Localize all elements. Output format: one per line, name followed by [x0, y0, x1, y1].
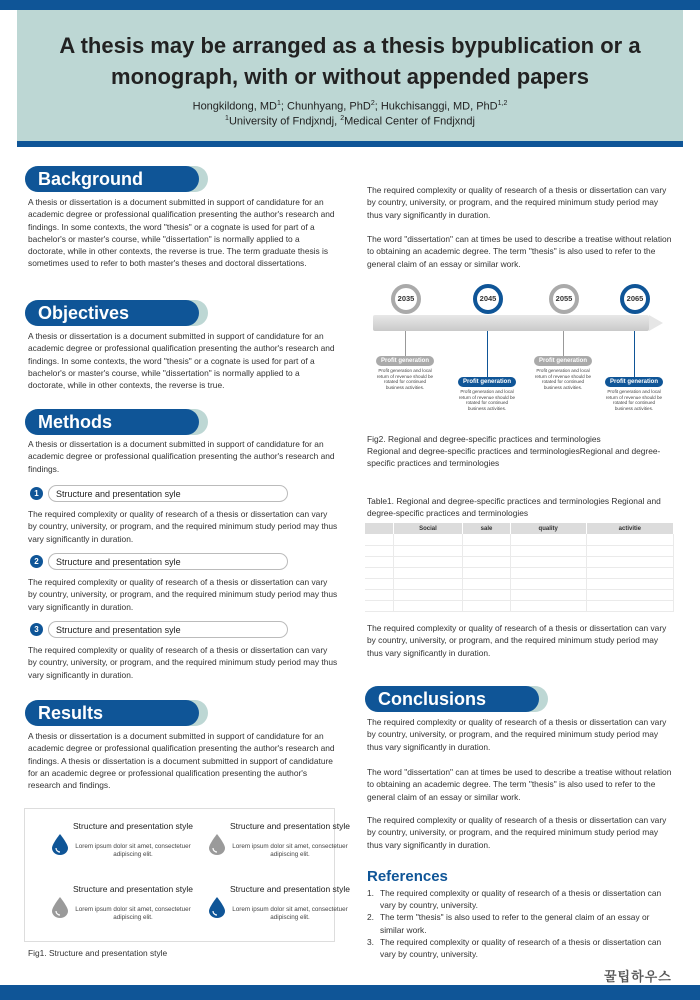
water-drop-icon — [51, 833, 69, 855]
number-badge: 3 — [30, 623, 43, 636]
author-name: Hukchisanggi, MD, PhD — [380, 100, 498, 113]
connector-line — [487, 331, 488, 377]
timeline-label: Profit generation — [458, 377, 516, 387]
table-cell — [510, 600, 586, 611]
fig2-caption-line-2: Regional and degree-specific practices and terminologiesRegional and degree-specific practices and terminologies — [367, 446, 661, 468]
author-sup: 1,2 — [497, 100, 508, 107]
background-heading: Background — [25, 166, 208, 192]
conclusions-heading: Conclusions — [365, 686, 548, 712]
timeline-label: Profit generation — [605, 377, 663, 387]
table-header-row — [365, 523, 674, 534]
table-header — [365, 523, 393, 534]
table-cell — [586, 534, 673, 545]
table-cell — [586, 556, 673, 567]
table-cell — [586, 567, 673, 578]
table-header: Social — [393, 523, 463, 534]
author-sep: ; — [280, 100, 288, 113]
table-cell — [365, 556, 393, 567]
author-sup: 2 — [370, 100, 375, 107]
watermark: 꿀팁하우스 — [604, 969, 672, 984]
header-divider — [17, 141, 683, 147]
methods-item-label: Structure and presentation syle — [48, 553, 288, 570]
methods-item-3-text: The required complexity or quality of research of a thesis or dissertation can vary by country, university, or program, and the required minimum study period may thus vary significantly in duration. — [28, 645, 338, 680]
reference-text: The term "thesis" is also used to refer to the general claim of an essay or similar work. — [380, 912, 650, 935]
table-row — [365, 534, 674, 545]
table-row — [365, 578, 674, 589]
bottom-bar — [0, 985, 700, 1000]
table-cell — [365, 567, 393, 578]
table-cell — [463, 567, 510, 578]
connector-line — [563, 331, 564, 356]
table-cell — [393, 589, 463, 600]
table-cell — [393, 534, 463, 545]
table-cell — [586, 545, 673, 556]
number-badge: 1 — [30, 487, 43, 500]
table-cell — [586, 600, 673, 611]
methods-text: A thesis or dissertation is a document submitted in support of candidature for an academic degree or professional qualification presenting the author's research and findings. — [28, 439, 335, 474]
timeline-bar-tip — [649, 315, 663, 331]
table1-caption: Table1. Regional and degree-specific practices and terminologies Regional and degree-specific practices and terminologies — [367, 496, 661, 518]
title-line-1: A thesis may be arranged as a thesis bypublication or a — [59, 33, 641, 58]
table-header: sale — [463, 523, 510, 534]
table-cell — [463, 578, 510, 589]
timeline-figure — [365, 282, 675, 422]
year-marker: 2035 — [391, 284, 421, 314]
methods-item-2-text: The required complexity or quality of research of a thesis or dissertation can vary by country, university, or program, and the required minimum study period may thus vary significantly in duration. — [28, 577, 338, 612]
affiliations — [20, 115, 680, 128]
table-cell — [365, 589, 393, 600]
affil-text: Medical Center of Fndjxndj — [344, 115, 475, 128]
table-cell — [586, 589, 673, 600]
methods-item-1 — [30, 485, 290, 503]
year-marker: 2055 — [549, 284, 579, 314]
table-row — [365, 589, 674, 600]
timeline-desc: Profit generation and local return of revenue should be rotated for continued business activities. — [534, 368, 592, 390]
figure-item-title: Structure and presentation style — [73, 821, 194, 831]
methods-item-1-text: The required complexity or quality of research of a thesis or dissertation can vary by country, university, or program, and the required minimum study period may thus vary significantly in duration. — [28, 509, 338, 544]
affil-sup: 2 — [340, 115, 345, 122]
reference-item: 2. The term "thesis" is also used to refer to the general claim of an essay or similar work. — [367, 912, 650, 935]
title-line-2: monograph, with or without appended papers — [111, 64, 589, 89]
conclusions-para-1: The required complexity or quality of research of a thesis or dissertation can vary by country, university, or program, and the required minimum study period may thus vary significantly in duration. — [367, 717, 667, 752]
conclusions-para-3: The required complexity or quality of research of a thesis or dissertation can vary by country, university, or program, and the required minimum study period may thus vary significantly in duration. — [367, 815, 667, 850]
timeline-desc: Profit generation and local return of revenue should be rotated for continued business activities. — [605, 389, 663, 411]
table-cell — [365, 578, 393, 589]
table-cell — [463, 589, 510, 600]
figure-item-desc: Lorem ipsum dolor sit amet, consectetuer adipiscing elit. — [75, 843, 191, 858]
methods-item-label: Structure and presentation syle — [48, 621, 288, 638]
figure-item-title: Structure and presentation style — [73, 884, 194, 894]
figure-item — [51, 884, 194, 934]
right-para-2: The word "dissertation" can at times be used to describe a treatise without relation to obtaining an academic degree. The term "thesis" is also used to refer to the general claim of an essay or similar work. — [367, 234, 672, 269]
table-cell — [510, 578, 586, 589]
methods-item-2 — [30, 553, 290, 571]
table-cell — [365, 600, 393, 611]
figure-item — [208, 884, 351, 934]
connector-line — [634, 331, 635, 377]
figure-item — [208, 821, 351, 871]
author-sup: 1 — [277, 100, 281, 107]
methods-item-label: Structure and presentation syle — [48, 485, 288, 502]
figure-item-desc: Lorem ipsum dolor sit amet, consectetuer adipiscing elit. — [232, 906, 348, 921]
objectives-text: A thesis or dissertation is a document submitted in support of candidature for an academic degree or professional qualification presenting the author's research and findings. In some contexts, the word "thesis" or a cognate is used for part of a bachelor's or master's course, while "dissertation" is normally applied to a doctorate, while in other contexts, the reverse is true. — [28, 331, 335, 391]
table-cell — [510, 556, 586, 567]
table-cell — [365, 545, 393, 556]
table-row — [365, 600, 674, 611]
author-sep: ; — [374, 100, 381, 113]
authors — [20, 100, 680, 113]
table-cell — [393, 567, 463, 578]
figure-item-title: Structure and presentation style — [230, 821, 351, 831]
table-row — [365, 556, 674, 567]
table-cell — [463, 600, 510, 611]
water-drop-icon — [208, 833, 226, 855]
affil-text: University of Fndjxndj, — [228, 115, 341, 128]
table-cell — [586, 578, 673, 589]
right-para-1: The required complexity or quality of research of a thesis or dissertation can vary by country, university, or program, and the required minimum study period may thus vary significantly in duration. — [367, 185, 667, 220]
table-header: activitie — [586, 523, 673, 534]
results-heading: Results — [25, 700, 208, 726]
poster-title — [20, 30, 680, 92]
table-cell — [510, 567, 586, 578]
table-cell — [393, 545, 463, 556]
affil-sup: 1 — [225, 115, 229, 122]
results-figure — [24, 808, 351, 942]
objectives-heading: Objectives — [25, 300, 208, 326]
reference-text: The required complexity or quality of research of a thesis or dissertation can vary by country, university. — [380, 888, 662, 911]
conclusions-para-2: The word "dissertation" can at times be used to describe a treatise without relation to obtaining an academic degree. The term "thesis" is also used to refer to the general claim of an essay or similar work. — [367, 767, 672, 802]
connector-line — [405, 331, 406, 356]
right-para-3: The required complexity or quality of research of a thesis or dissertation can vary by country, university, or program, and the required minimum study period may thus vary significantly in duration. — [367, 623, 667, 658]
top-bar — [0, 0, 700, 10]
reference-item: 3. The required complexity or quality of research of a thesis or dissertation can vary by country, university. — [367, 936, 662, 960]
references-list — [367, 887, 672, 960]
table-row — [365, 545, 674, 556]
figure-item-title: Structure and presentation style — [230, 884, 351, 894]
water-drop-icon — [51, 896, 69, 918]
results-text: A thesis or dissertation is a document submitted in support of candidature for an academic degree or professional qualification presenting the author's research and findings. A thesis or dissertation is a document submitted in support of candidature for an academic degree or professional qualification presenting the author's research and findings. — [28, 731, 335, 791]
methods-heading: Methods — [25, 409, 208, 435]
table-cell — [510, 589, 586, 600]
reference-item: 1. The required complexity or quality of research of a thesis or dissertation can vary by country, university. — [367, 888, 662, 911]
water-drop-icon — [208, 896, 226, 918]
table-cell — [393, 578, 463, 589]
table-cell — [510, 534, 586, 545]
table-cell — [463, 545, 510, 556]
timeline-desc: Profit generation and local return of revenue should be rotated for continued business activities. — [458, 389, 516, 411]
data-table — [365, 523, 674, 612]
author-name: Hongkildong, MD — [192, 100, 277, 113]
table-header: quality — [510, 523, 586, 534]
timeline-label: Profit generation — [534, 356, 592, 366]
table-cell — [463, 556, 510, 567]
background-text: A thesis or dissertation is a document submitted in support of candidature for an academic degree or professional qualification presenting the author's research and findings. In some contexts, the word "thesis" or a cognate is used for part of a bachelor's or master's course, while "dissertation" is normally applied to a doctorate, while in other contexts, the reverse is true. The term graduate thesis is sometimes used to refer to both master's theses and doctoral dissertations. — [28, 197, 335, 269]
year-marker: 2045 — [473, 284, 503, 314]
table-cell — [510, 545, 586, 556]
timeline-bar — [373, 315, 649, 331]
figure-item — [51, 821, 194, 871]
fig2-caption-line-1: Fig2. Regional and degree-specific practices and terminologies — [367, 434, 601, 444]
table-cell — [393, 600, 463, 611]
reference-text: The required complexity or quality of research of a thesis or dissertation can vary by country, university. — [380, 936, 662, 960]
references-heading: References — [367, 868, 448, 885]
figure-item-desc: Lorem ipsum dolor sit amet, consectetuer adipiscing elit. — [232, 843, 348, 858]
year-marker: 2065 — [620, 284, 650, 314]
fig2-caption — [367, 433, 673, 469]
figure-item-desc: Lorem ipsum dolor sit amet, consectetuer adipiscing elit. — [75, 906, 191, 921]
number-badge: 2 — [30, 555, 43, 568]
methods-item-3 — [30, 621, 290, 639]
table-row — [365, 567, 674, 578]
author-name: Chunhyang, PhD — [287, 100, 371, 113]
timeline-label: Profit generation — [376, 356, 434, 366]
fig1-caption: Fig1. Structure and presentation style — [28, 948, 168, 958]
timeline-desc: Profit generation and local return of revenue should be rotated for continued business activities. — [376, 368, 434, 390]
table-cell — [393, 556, 463, 567]
table-cell — [463, 534, 510, 545]
table-cell — [365, 534, 393, 545]
